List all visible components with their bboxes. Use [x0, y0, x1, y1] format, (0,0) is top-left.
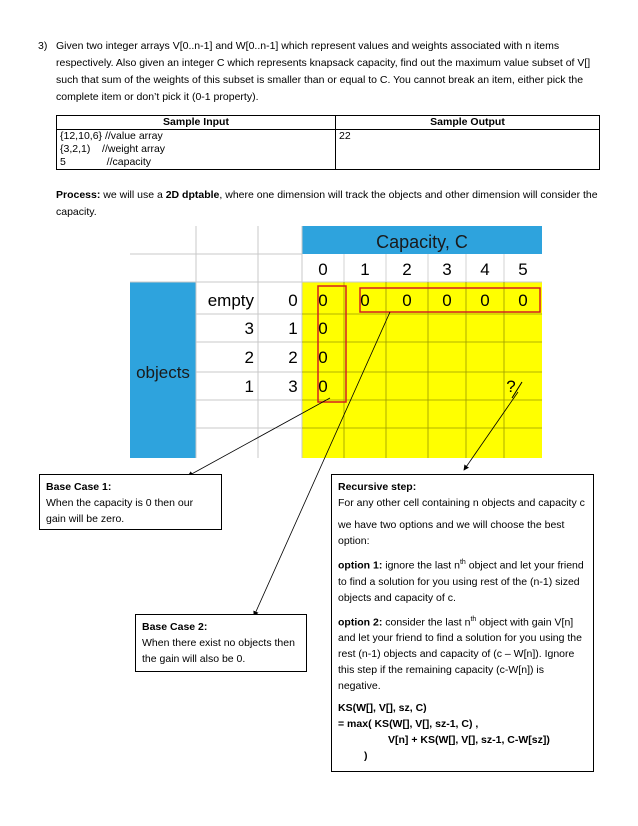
arrow-base-case-1	[188, 398, 330, 476]
capacity-col-1: 1	[360, 260, 370, 279]
capacity-col-0: 0	[318, 260, 328, 279]
formula-line-3: V[n] + KS(W[], V[], sz-1, C-W[sz])	[388, 734, 550, 746]
process-term: 2D dptable	[165, 189, 220, 201]
row-label-0: empty	[207, 291, 254, 310]
sample-input-header: Sample Input	[57, 116, 336, 130]
recursive-step-box	[331, 474, 594, 772]
input-line: 5 //capacity	[60, 156, 152, 168]
option-2	[338, 612, 587, 695]
sample-output-cell: 22	[336, 130, 600, 170]
cell-0-0: 0	[318, 291, 328, 310]
capacity-col-5: 5	[518, 260, 528, 279]
row-index-1: 1	[288, 319, 298, 338]
arrow-recursive	[464, 392, 518, 470]
recursive-line2: we have two options and we will choose the best option:	[338, 519, 565, 547]
question-text: Given two integer arrays V[0..n-1] and W[0..n-1] which represent values and weights associated with n items respectively. Also given an integer C which represents knapsack capacity, find out the maximum value subset of V[] such that sum of the weights of this subset is smaller than or equal to C. You cannot break an item, either pick the complete item or don’t pick it (0-1 property).	[56, 40, 591, 103]
capacity-label: Capacity, C	[376, 232, 468, 252]
cell-1-0: 0	[318, 319, 328, 338]
recursive-title: Recursive step:	[338, 481, 417, 493]
process-label: Process:	[56, 189, 101, 201]
input-line: {3,2,1) //weight array	[60, 143, 166, 155]
base-case-1-title: Base Case 1:	[46, 481, 112, 493]
formula-line-2: = max( KS(W[], V[], sz-1, C) ,	[338, 718, 479, 730]
option-2-post: object with gain V[n] and let your friend to find a solution for you using the rest (n-1) objects and capacity of (c – W[n]). Ignore this step if the remaining capacity (c-W[n]) is negative.	[338, 616, 582, 692]
capacity-col-4: 4	[480, 260, 490, 279]
row-label-2: 2	[244, 348, 254, 367]
capacity-col-2: 2	[402, 260, 412, 279]
option-1-pre: ignore the last n	[382, 559, 460, 572]
base-case-1-text: When the capacity is 0 then our gain will be zero.	[46, 497, 194, 525]
cell-3-0: 0	[318, 377, 328, 396]
row-index-3: 3	[288, 377, 298, 396]
cell-0-5: 0	[518, 291, 528, 310]
process-text-after: , where one dimension will track the objects and other dimension will consider the capacity.	[56, 189, 598, 218]
process-text-before: we will use a	[100, 189, 166, 201]
option-2-pre: consider the last n	[382, 616, 471, 628]
option-2-sup: th	[470, 615, 477, 623]
row-label-3: 1	[244, 377, 254, 396]
base-case-2-title: Base Case 2:	[142, 621, 208, 633]
formula-line-1: KS(W[], V[], sz, C)	[338, 702, 427, 714]
base-case-2-box	[135, 614, 307, 672]
capacity-col-3: 3	[442, 260, 452, 279]
option-1-label: option 1:	[338, 559, 383, 572]
base-case-2-text: When there exist no objects then the gain will also be 0.	[142, 637, 295, 665]
cell-2-0: 0	[318, 348, 328, 367]
row-index-2: 2	[288, 348, 298, 367]
cell-0-3: 0	[442, 291, 452, 310]
formula-line-4: )	[364, 750, 368, 762]
unknown-cell: ?	[506, 377, 516, 396]
cell-0-2: 0	[402, 291, 412, 310]
base-case-1-box	[39, 474, 222, 530]
option-1-post: object and let your friend to find a solution for you using rest of the (n-1) sized objects and capacity of c.	[338, 559, 584, 604]
cell-0-1: 0	[360, 291, 370, 310]
option-2-label: option 2:	[338, 616, 383, 628]
sample-output-header: Sample Output	[336, 116, 600, 130]
option-1-sup: th	[459, 559, 466, 566]
objects-label: objects	[136, 363, 190, 382]
cell-0-4: 0	[480, 291, 490, 310]
option-1	[338, 555, 587, 606]
question-number: 3)	[38, 40, 48, 52]
row-index-0: 0	[288, 291, 298, 310]
recursive-line1: For any other cell containing n objects and capacity c	[338, 497, 585, 509]
input-line: {12,10,6} //value array	[60, 130, 163, 142]
row-label-1: 3	[244, 319, 254, 338]
